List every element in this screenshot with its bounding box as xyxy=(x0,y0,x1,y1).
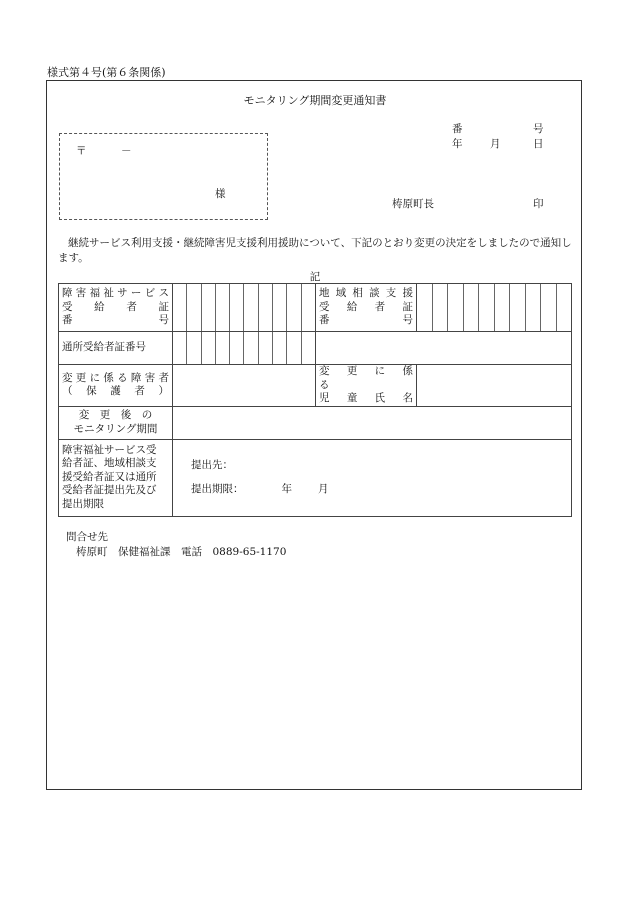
submission-deadline: 提出期限： 年 月 xyxy=(191,483,329,495)
guardian-label: 変更に係る障害者 （ 保 護 者 ） xyxy=(59,365,173,407)
table-row xyxy=(59,284,572,332)
child-name-label: 変 更 に 係 る 児 童 氏 名 xyxy=(316,365,417,407)
table-row xyxy=(59,332,572,365)
submission-details-field[interactable] xyxy=(173,439,572,516)
daycare-cert-number-field[interactable] xyxy=(173,332,316,365)
community-cert-number-field[interactable] xyxy=(417,284,572,332)
contact-heading: 問合せ先 xyxy=(66,531,108,543)
deadline-year: 年 xyxy=(281,483,292,495)
service-cert-number-field[interactable] xyxy=(173,284,316,332)
document-title: モニタリング期間変更通知書 xyxy=(243,94,387,107)
issuer-name: 梼原町長 xyxy=(392,198,434,210)
date-day: 日 xyxy=(533,138,544,150)
date-year: 年 xyxy=(452,138,463,150)
notice-body: 継続サービス利用支援・継続障害児支援利用援助について、下記のとおり変更の決定をしましたので通知します。 xyxy=(58,237,572,264)
ki-heading: 記 xyxy=(309,271,321,283)
submission-label: 障害福祉サービス受 給者証、地域相談支 援受給者証又は通所 受給者証提出先及び 提出期限 xyxy=(59,439,173,516)
recipient-address-box xyxy=(59,133,268,220)
form-number-label: 様式第４号(第６条関係) xyxy=(47,66,166,79)
document-number-suffix: 号 xyxy=(533,123,544,135)
contact-line: 梼原町 保健福祉課 電話 0889-65-1170 xyxy=(76,546,287,558)
postal-mark: 〒 xyxy=(76,145,87,157)
new-monitoring-period-field[interactable] xyxy=(173,406,572,439)
date-month: 月 xyxy=(490,138,501,150)
details-table xyxy=(58,283,572,517)
postal-dash: － xyxy=(121,145,132,157)
seal-mark: 印 xyxy=(533,198,544,210)
contact-info xyxy=(66,530,286,560)
daycare-cert-blank xyxy=(316,332,572,365)
new-monitoring-period-label: 変 更 後 の モニタリング期間 xyxy=(59,406,173,439)
recipient-honorific: 様 xyxy=(215,188,226,200)
deadline-month: 月 xyxy=(318,483,329,495)
table-row xyxy=(59,406,572,439)
table-row xyxy=(59,365,572,407)
child-name-field[interactable] xyxy=(417,365,572,407)
daycare-cert-label: 通所受給者証番号 xyxy=(59,332,173,365)
community-cert-label: 地域相談支援 受 給 者 証 番 号 xyxy=(316,284,417,332)
submission-destination: 提出先： xyxy=(191,458,233,471)
service-cert-label: 障害福祉サービス 受 給 者 証 番 号 xyxy=(59,284,173,332)
guardian-name-field[interactable] xyxy=(173,365,316,407)
document-number-label: 番 xyxy=(452,123,463,135)
table-row xyxy=(59,439,572,516)
